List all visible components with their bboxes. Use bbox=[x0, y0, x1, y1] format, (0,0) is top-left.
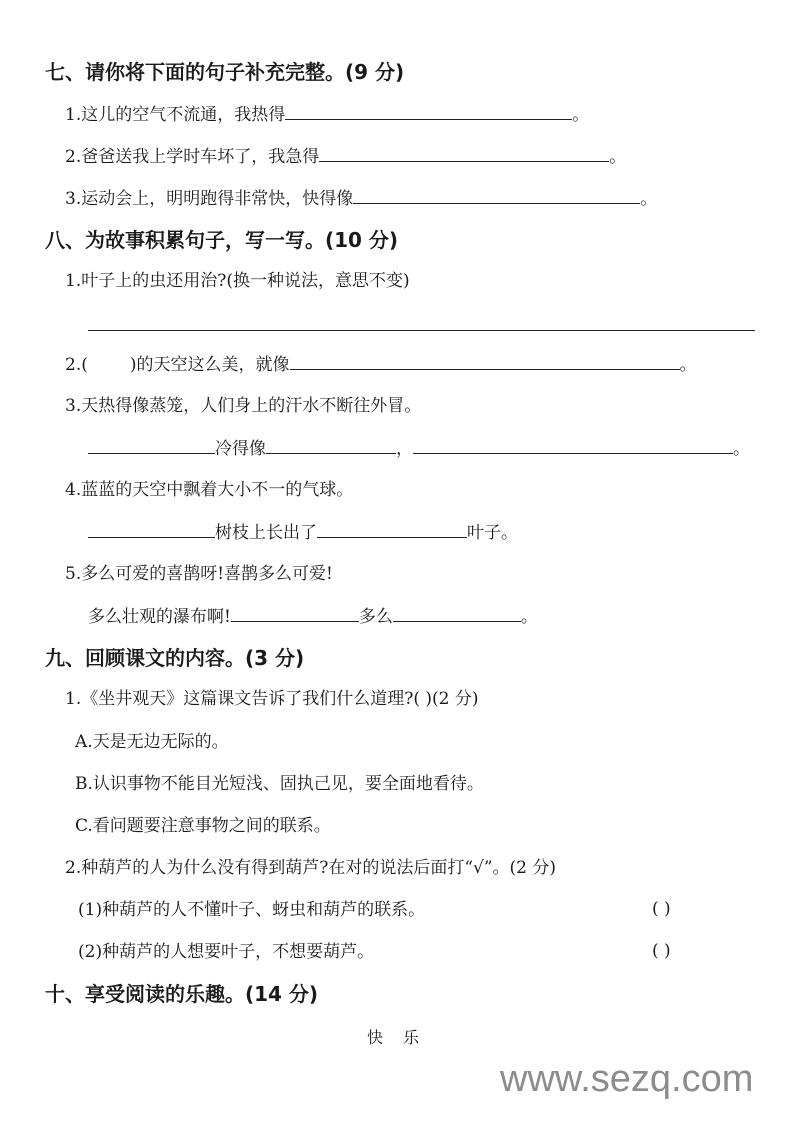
judgement-2-box[interactable]: ( ) bbox=[652, 941, 671, 961]
question-9-2: 2.种葫芦的人为什么没有得到葫芦?在对的说法后面打“√”。(2 分) bbox=[65, 858, 557, 878]
question-8-2: 2.( )的天空这么美，就像 。 bbox=[65, 355, 697, 375]
judgement-1-box[interactable]: ( ) bbox=[652, 899, 671, 919]
section-10-heading: 十、享受阅读的乐趣。(14 分) bbox=[45, 982, 319, 1006]
question-8-1: 1.叶子上的虫还用治?(换一种说法，意思不变) bbox=[65, 271, 410, 291]
answer-blank[interactable] bbox=[290, 353, 680, 370]
answer-blank[interactable] bbox=[353, 187, 640, 204]
question-7-2: 2.爸爸送我上学时车坏了，我急得 。 bbox=[65, 147, 627, 167]
answer-blank[interactable] bbox=[285, 103, 572, 120]
option-a[interactable]: A.天是无边无际的。 bbox=[75, 732, 229, 752]
question-8-3-answer: 冷得像 ， 。 bbox=[88, 437, 750, 460]
section-8-heading: 八、为故事积累句子，写一写。(10 分) bbox=[45, 228, 399, 252]
section-7-heading: 七、请你将下面的句子补充完整。(9 分) bbox=[45, 60, 405, 84]
answer-blank[interactable] bbox=[317, 521, 467, 538]
answer-blank[interactable] bbox=[319, 145, 609, 162]
judgement-2: (2)种葫芦的人想要叶子，不想要葫芦。 bbox=[78, 942, 375, 962]
question-8-3: 3.天热得像蒸笼，人们身上的汗水不断往外冒。 bbox=[65, 396, 422, 416]
answer-blank[interactable] bbox=[88, 437, 215, 454]
question-7-3: 3.运动会上，明明跑得非常快，快得像 。 bbox=[65, 189, 658, 209]
answer-blank[interactable] bbox=[266, 437, 396, 454]
answer-blank[interactable] bbox=[88, 521, 215, 538]
question-8-5-answer: 多么壮观的瀑布啊! 多么 。 bbox=[88, 607, 538, 627]
question-8-4-answer: 树枝上长出了 叶子。 bbox=[88, 521, 518, 544]
answer-line[interactable] bbox=[88, 330, 755, 331]
question-9-1: 1.《坐井观天》这篇课文告诉了我们什么道理?( )(2 分) bbox=[65, 689, 479, 709]
section-9-heading: 九、回顾课文的内容。(3 分) bbox=[45, 646, 305, 670]
question-8-4: 4.蓝蓝的天空中飘着大小不一的气球。 bbox=[65, 480, 354, 500]
answer-blank[interactable] bbox=[231, 605, 359, 622]
option-b[interactable]: B.认识事物不能目光短浅、固执己见，要全面地看待。 bbox=[75, 774, 484, 794]
watermark: www.sezq.com bbox=[500, 1058, 754, 1100]
answer-blank[interactable] bbox=[393, 605, 521, 622]
passage-title: 快乐 bbox=[367, 1028, 440, 1047]
judgement-1: (1)种葫芦的人不懂叶子、蚜虫和葫芦的联系。 bbox=[78, 900, 426, 920]
question-8-5: 5.多么可爱的喜鹊呀!喜鹊多么可爱! bbox=[65, 564, 333, 584]
answer-blank[interactable] bbox=[413, 437, 733, 454]
question-7-1: 1.这儿的空气不流通，我热得 。 bbox=[65, 105, 590, 125]
option-c[interactable]: C.看问题要注意事物之间的联系。 bbox=[75, 816, 331, 836]
